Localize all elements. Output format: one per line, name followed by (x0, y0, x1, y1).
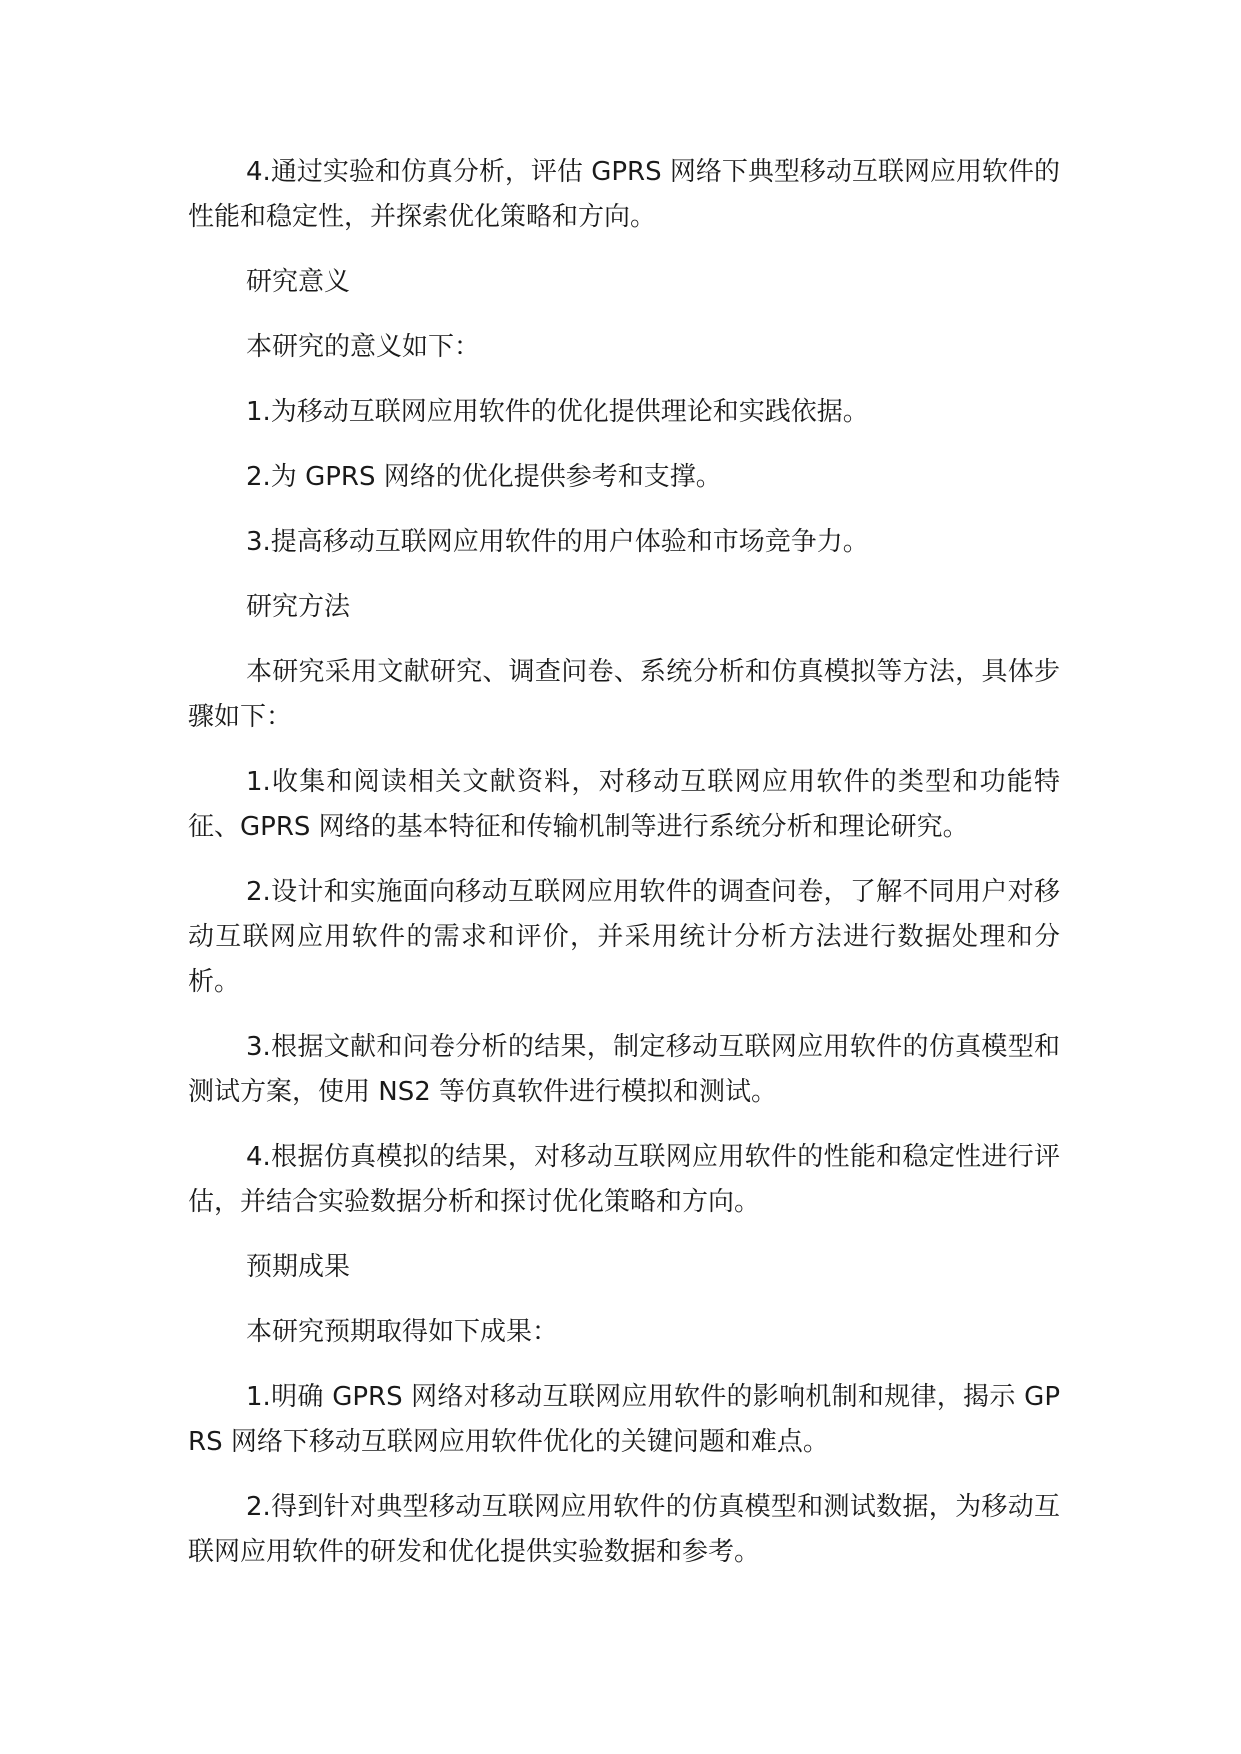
paragraph-outcomes-2: 2.得到针对典型移动互联网应用软件的仿真模型和测试数据，为移动互联网应用软件的研发和优化提供实验数据和参考。 (188, 1492, 1060, 1567)
document-body (188, 150, 1060, 1595)
paragraph-outcomes-intro: 本研究预期取得如下成果： (246, 1317, 559, 1347)
section-heading-outcomes: 预期成果 (246, 1252, 351, 1282)
paragraph-methods-intro: 本研究采用文献研究、调查问卷、系统分析和仿真模拟等方法，具体步骤如下： (188, 657, 1060, 732)
paragraph-methods-3: 3.根据文献和问卷分析的结果，制定移动互联网应用软件的仿真模型和测试方案，使用 NS2 等仿真软件进行模拟和测试。 (188, 1032, 1060, 1107)
paragraph-objective-4: 4.通过实验和仿真分析，评估 GPRS 网络下典型移动互联网应用软件的性能和稳定性，并探索优化策略和方向。 (188, 157, 1060, 232)
paragraph-significance-3: 3.提高移动互联网应用软件的用户体验和市场竞争力。 (246, 527, 869, 557)
paragraph-methods-1: 1.收集和阅读相关文献资料，对移动互联网应用软件的类型和功能特征、GPRS 网络的基本特征和传输机制等进行系统分析和理论研究。 (188, 767, 1060, 842)
paragraph-significance-1: 1.为移动互联网应用软件的优化提供理论和实践依据。 (246, 397, 869, 427)
paragraph-significance-intro: 本研究的意义如下： (246, 332, 481, 362)
paragraph-methods-4: 4.根据仿真模拟的结果，对移动互联网应用软件的性能和稳定性进行评估，并结合实验数据分析和探讨优化策略和方向。 (188, 1142, 1060, 1217)
paragraph-outcomes-1: 1.明确 GPRS 网络对移动互联网应用软件的影响机制和规律，揭示 GPRS 网络下移动互联网应用软件优化的关键问题和难点。 (188, 1382, 1060, 1457)
section-heading-methods: 研究方法 (246, 592, 351, 622)
paragraph-significance-2: 2.为 GPRS 网络的优化提供参考和支撑。 (246, 462, 722, 492)
paragraph-methods-2: 2.设计和实施面向移动互联网应用软件的调查问卷，了解不同用户对移动互联网应用软件的需求和评价，并采用统计分析方法进行数据处理和分析。 (188, 877, 1060, 997)
section-heading-significance: 研究意义 (246, 267, 351, 297)
